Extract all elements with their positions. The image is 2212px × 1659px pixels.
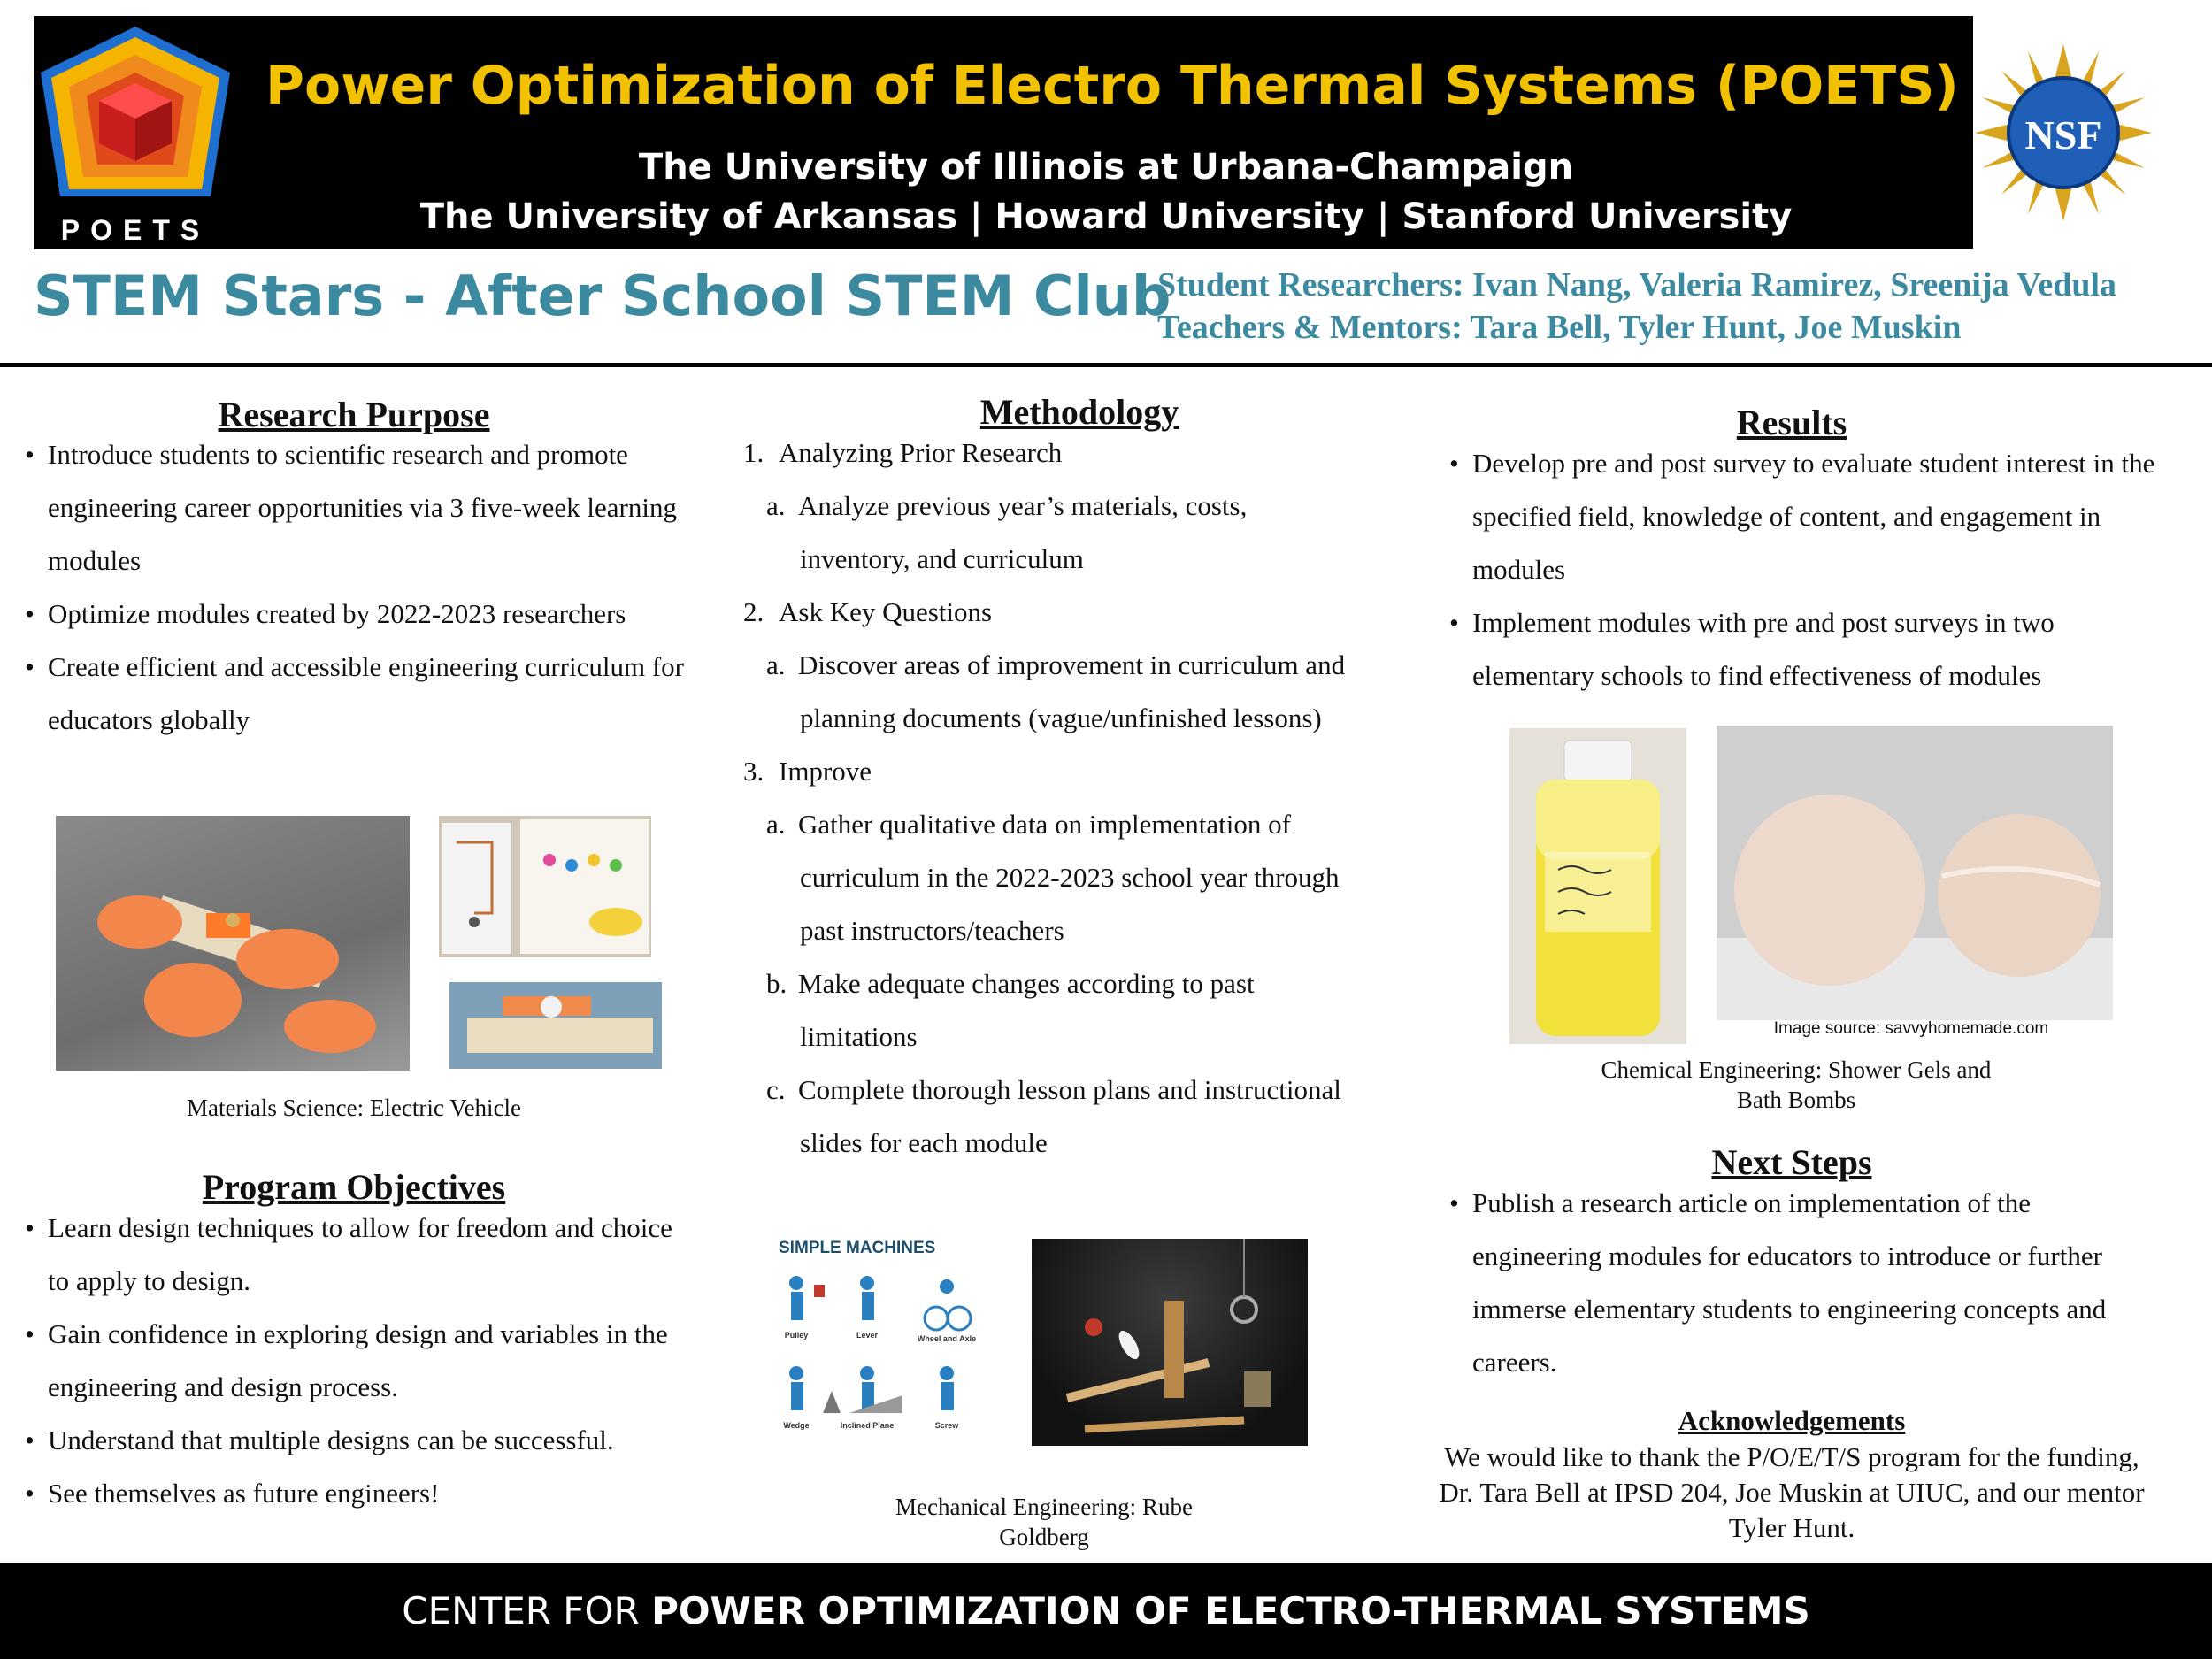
svg-text:Pulley: Pulley bbox=[784, 1331, 809, 1340]
methodology-substep: a. Discover areas of improvement in curriculum and bbox=[766, 649, 1346, 680]
list-item: • Develop pre and post survey to evaluate student interest in the specified field, knowledge of content, and engagement in modules bbox=[1449, 437, 2157, 596]
methodology-step: 2. Ask Key Questions bbox=[743, 596, 993, 627]
research-purpose-heading: Research Purpose bbox=[218, 395, 490, 434]
nsf-seal-icon bbox=[1975, 44, 2152, 221]
poster-title: Power Optimization of Electro Thermal Systems (POETS) bbox=[265, 55, 1959, 117]
methodology-substep: b. Make adequate changes according to past bbox=[766, 968, 1255, 999]
list-item: • See themselves as future engineers! bbox=[25, 1467, 697, 1520]
header-divider bbox=[0, 363, 2212, 367]
methodology-substep-continuation: planning documents (vague/unfinished lessons) bbox=[800, 703, 1322, 733]
rube-goldberg-caption: Mechanical Engineering: Rube Goldberg bbox=[895, 1494, 1193, 1550]
club-title: STEM Stars - After School STEM Club bbox=[34, 264, 1171, 328]
poets-logo bbox=[34, 19, 237, 246]
methodology-substep-continuation: slides for each module bbox=[800, 1127, 1048, 1158]
list-item: • Implement modules with pre and post surveys in two elementary schools to find effectiveness of modules bbox=[1449, 596, 2157, 703]
electric-vehicle-caption: Materials Science: Electric Vehicle bbox=[186, 1094, 522, 1121]
light-up-cards-photo bbox=[439, 816, 651, 957]
methodology-substep-continuation: inventory, and curriculum bbox=[800, 543, 1084, 574]
svg-text:Screw: Screw bbox=[934, 1421, 959, 1430]
footer-center-name: POWER OPTIMIZATION OF ELECTRO-THERMAL SYSTEMS bbox=[651, 1589, 1810, 1632]
electric-vehicle-photo bbox=[56, 816, 410, 1071]
bath-bombs-photo bbox=[1717, 726, 2113, 1020]
list-item: • Understand that multiple designs can be successful. bbox=[25, 1414, 697, 1467]
acknowledgements-text: We would like to thank the P/O/E/T/S program for the funding, Dr. Tara Bell at IPSD 204, Joe Muskin at UIUC, and our mentor Tyler Hunt. bbox=[1439, 1441, 2145, 1543]
methodology-substep-continuation: limitations bbox=[800, 1021, 918, 1052]
university-line-2: The University of Arkansas | Howard University | Stanford University bbox=[419, 196, 1793, 237]
methodology-substep-continuation: past instructors/teachers bbox=[800, 915, 1064, 946]
list-item: • Introduce students to scientific research and promote engineering career opportunities via 3 five-week learning modules bbox=[25, 428, 697, 588]
methodology-list bbox=[743, 426, 1416, 1170]
research-purpose-list bbox=[25, 428, 697, 747]
next-steps-list bbox=[1449, 1177, 2157, 1389]
list-item: • Optimize modules created by 2022-2023 researchers bbox=[25, 588, 697, 641]
methodology-substep: c. Complete thorough lesson plans and instructional bbox=[766, 1074, 1341, 1105]
footer-text bbox=[0, 1589, 2212, 1632]
methodology-step: 3. Improve bbox=[743, 756, 872, 787]
poets-logo-icon bbox=[34, 19, 237, 223]
svg-text:Wheel and Axle: Wheel and Axle bbox=[917, 1334, 977, 1343]
university-line-1: The University of Illinois at Urbana-Champaign bbox=[638, 147, 1574, 188]
program-objectives-list bbox=[25, 1202, 697, 1520]
methodology-heading: Methodology bbox=[979, 392, 1179, 432]
next-steps-heading: Next Steps bbox=[1711, 1142, 1872, 1182]
list-item: • Gain confidence in exploring design and variables in the engineering and design process. bbox=[25, 1308, 697, 1414]
list-item: • Create efficient and accessible engineering curriculum for educators globally bbox=[25, 641, 697, 747]
footer-prefix: CENTER FOR bbox=[402, 1589, 652, 1632]
simple-machines-title: SIMPLE MACHINES bbox=[779, 1239, 936, 1257]
shower-gel-photo bbox=[1509, 728, 1686, 1044]
circuit-board-photo bbox=[449, 982, 662, 1069]
nsf-logo bbox=[1975, 44, 2152, 221]
results-heading: Results bbox=[1736, 403, 1847, 442]
svg-text:Lever: Lever bbox=[856, 1331, 879, 1340]
rube-goldberg-photo bbox=[1032, 1239, 1308, 1446]
svg-text:Inclined Plane: Inclined Plane bbox=[840, 1421, 895, 1430]
teachers-mentors: Teachers & Mentors: Tara Bell, Tyler Hunt, Joe Muskin bbox=[1157, 309, 1962, 346]
poets-logo-text: POETS bbox=[60, 214, 211, 246]
program-objectives-heading: Program Objectives bbox=[202, 1167, 506, 1207]
list-item: • Learn design techniques to allow for freedom and choice to apply to design. bbox=[25, 1202, 697, 1308]
results-list bbox=[1449, 437, 2157, 703]
list-item: • Publish a research article on implementation of the engineering modules for educators to introduce or further immerse elementary students to engineering concepts and careers. bbox=[1449, 1177, 2157, 1389]
methodology-substep-continuation: curriculum in the 2022-2023 school year through bbox=[800, 862, 1340, 893]
acknowledgements-heading: Acknowledgements bbox=[1678, 1405, 1906, 1436]
methodology-step: 1. Analyzing Prior Research bbox=[743, 437, 1063, 468]
svg-text:NSF: NSF bbox=[2024, 112, 2102, 157]
svg-text:Wedge: Wedge bbox=[783, 1421, 810, 1430]
image-source-credit: Image source: savvyhomemade.com bbox=[1773, 1019, 2049, 1038]
simple-machines-illustration bbox=[770, 1232, 991, 1462]
student-researchers: Student Researchers: Ivan Nang, Valeria Ramirez, Sreenija Vedula bbox=[1157, 266, 2117, 303]
methodology-substep: a. Gather qualitative data on implementation of bbox=[766, 809, 1291, 840]
chemical-engineering-caption: Chemical Engineering: Shower Gels and Bath Bombs bbox=[1601, 1056, 1992, 1113]
methodology-substep: a. Analyze previous year’s materials, costs, bbox=[766, 490, 1248, 521]
